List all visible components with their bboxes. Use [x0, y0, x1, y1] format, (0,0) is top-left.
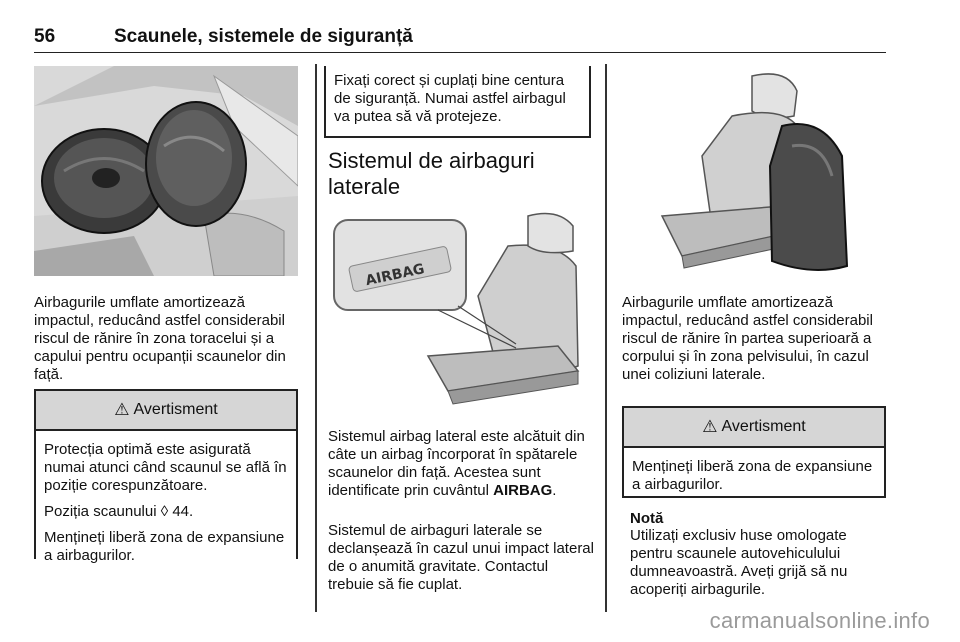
warning-label: Avertisment — [133, 401, 218, 418]
front-airbags-illustration — [34, 66, 298, 276]
para-end: . — [552, 482, 557, 499]
watermark: carmanualsonline.info — [709, 608, 930, 633]
airbag-label-text: AIRBAG — [364, 261, 427, 290]
warning-body — [36, 431, 296, 565]
seatbelt-note-text: Fixați corect și cuplați bine centura de siguranță. Numai astfel airbagul va putea să vă protejeze. — [334, 72, 566, 125]
section-title-side-airbags: Sistemul de airbaguri laterale — [328, 148, 535, 199]
page-header — [34, 22, 886, 53]
warning-triangle-icon: ⚠ — [114, 400, 130, 419]
warning-line: Mențineți liberă zona de expansiune a airbagurilor. — [632, 458, 873, 493]
note-title: Notă — [630, 510, 664, 527]
side-airbag-para-1-text: Sistemul airbag lateral este alcătuit din câte un airbag încorporat în spătarele scaunelor din față. Acestea sunt identificate prin cuvântul — [328, 428, 585, 499]
side-airbags-deployed-caption: Airbagurile umflate amortizează impactul, reducând astfel considerabil riscul de rănire în partea superioară a corpului și în zona pelvisului, în cazul unei coliziuni laterale. — [622, 294, 873, 383]
side-airbag-deployed-figure — [622, 66, 886, 276]
warning-triangle-icon: ⚠ — [702, 417, 718, 436]
warning-box-seat-position — [34, 389, 298, 564]
column-divider-1 — [315, 64, 317, 612]
airbag-keyword: AIRBAG — [493, 482, 553, 499]
page-title: Scaunele, sistemele de siguranță — [114, 26, 413, 47]
seat-with-airbag-label-illustration — [328, 206, 592, 412]
warning-line: Mențineți liberă zona de expansiune a airbagurilor. — [44, 529, 285, 564]
warning-label: Avertisment — [721, 418, 806, 435]
page-number: 56 — [34, 26, 56, 47]
warning-line: Protecția optimă este asigurată numai atunci când scaunul se află în poziție corespunzătoare. — [44, 441, 287, 494]
warning-line-page-ref[interactable]: Poziția scaunului ◊ 44. — [44, 503, 194, 520]
note-text: Utilizați exclusiv huse omologate pentru scaunele autovehiculului dumneavoastră. Aveți grijă să nu acoperiți airbagurile. — [630, 527, 848, 598]
side-airbag-para-2: Sistemul de airbaguri laterale se declanșează în cazul unui impact lateral de o anumită gravitate. Contactul trebuie să fie cuplat. — [328, 522, 594, 593]
side-airbag-para-1 — [328, 428, 596, 500]
side-airbag-seat-figure — [328, 206, 592, 412]
deployed-side-airbag-illustration — [622, 66, 886, 276]
column-divider-2 — [605, 64, 607, 612]
warning-header — [36, 391, 296, 431]
warning-body — [624, 448, 884, 494]
seatbelt-note-box — [324, 66, 591, 138]
front-airbags-figure — [34, 66, 298, 276]
front-airbags-caption: Airbagurile umflate amortizează impactul, reducând astfel considerabil riscul de rănire în zona toracelui și a capului pentru ocupanții scaunelor din față. — [34, 294, 286, 383]
warning-box-expansion — [622, 406, 886, 498]
warning-header — [624, 408, 884, 448]
